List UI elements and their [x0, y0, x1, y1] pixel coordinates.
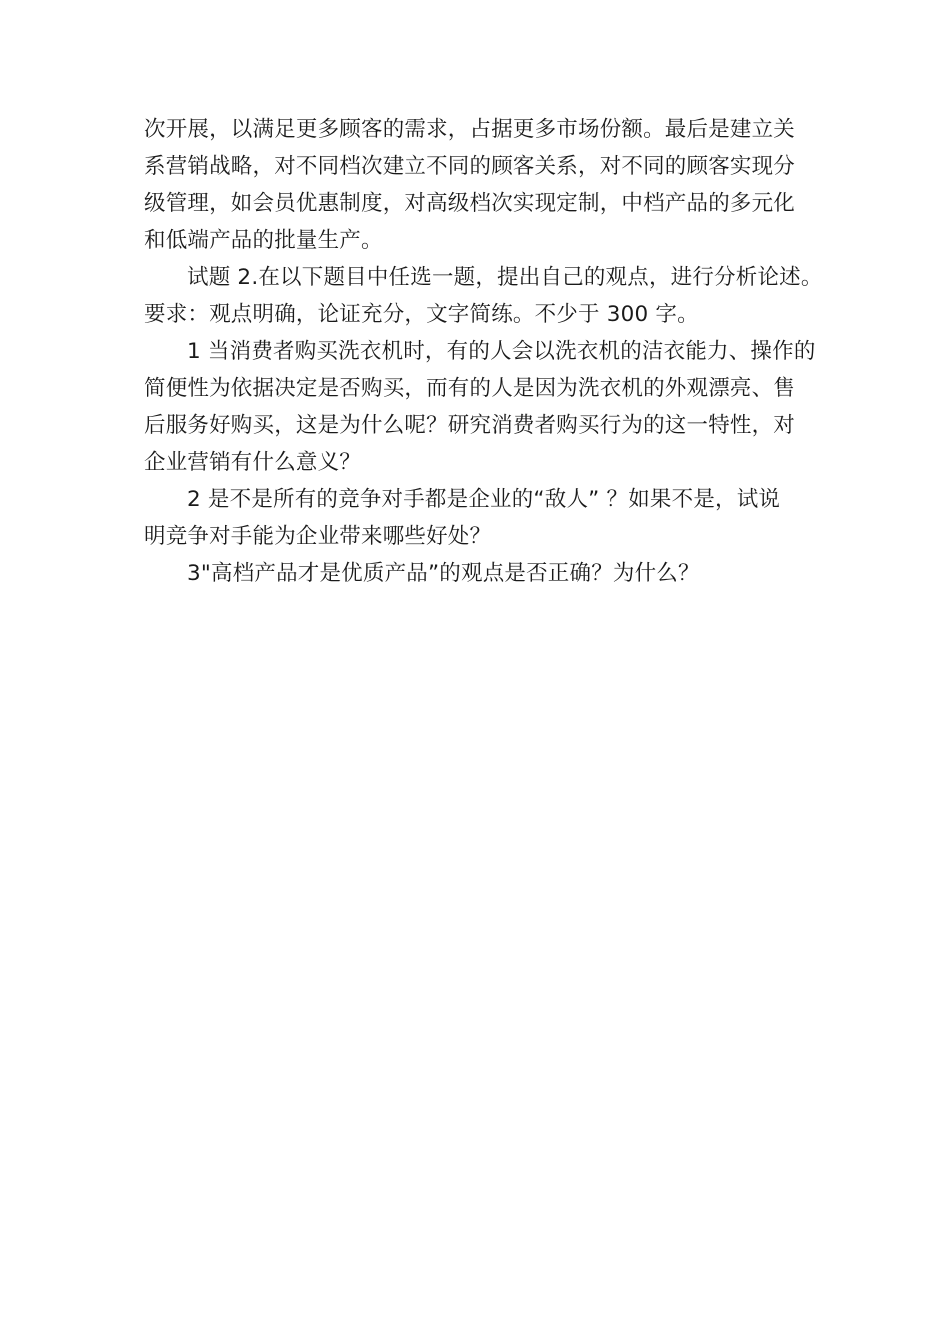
text-line: 系营销战略，对不同档次建立不同的顾客关系，对不同的顾客实现分 — [144, 154, 796, 179]
text-line: 和低端产品的批量生产。 — [144, 228, 383, 253]
text-line: 明竞争对手能为企业带来哪些好处？ — [144, 524, 492, 549]
text-line: 企业营销有什么意义？ — [144, 450, 362, 475]
question-3: 3"高档产品才是优质产品”的观点是否正确？为什么？ — [187, 561, 700, 586]
question-2: 2 是不是所有的竞争对手都是企业的“敌人” ？如果不是，试说 — [187, 487, 781, 512]
document-body — [144, 111, 834, 592]
text-line: 级管理，如会员优惠制度，对高级档次实现定制，中档产品的多元化 — [144, 191, 796, 216]
text-line: 要求：观点明确，论证充分，文字简练。不少于 300 字。 — [144, 302, 699, 327]
question-heading: 试题 2.在以下题目中任选一题，提出自己的观点，进行分析论述。 — [187, 265, 823, 290]
text-line: 后服务好购买，这是为什么呢？研究消费者购买行为的这一特性，对 — [144, 413, 796, 438]
question-1: 1 当消费者购买洗衣机时，有的人会以洗衣机的洁衣能力、操作的 — [187, 339, 816, 364]
text-line: 次开展，以满足更多顾客的需求，占据更多市场份额。最后是建立关 — [144, 117, 796, 142]
text-line: 简便性为依据决定是否购买，而有的人是因为洗衣机的外观漂亮、售 — [144, 376, 796, 401]
